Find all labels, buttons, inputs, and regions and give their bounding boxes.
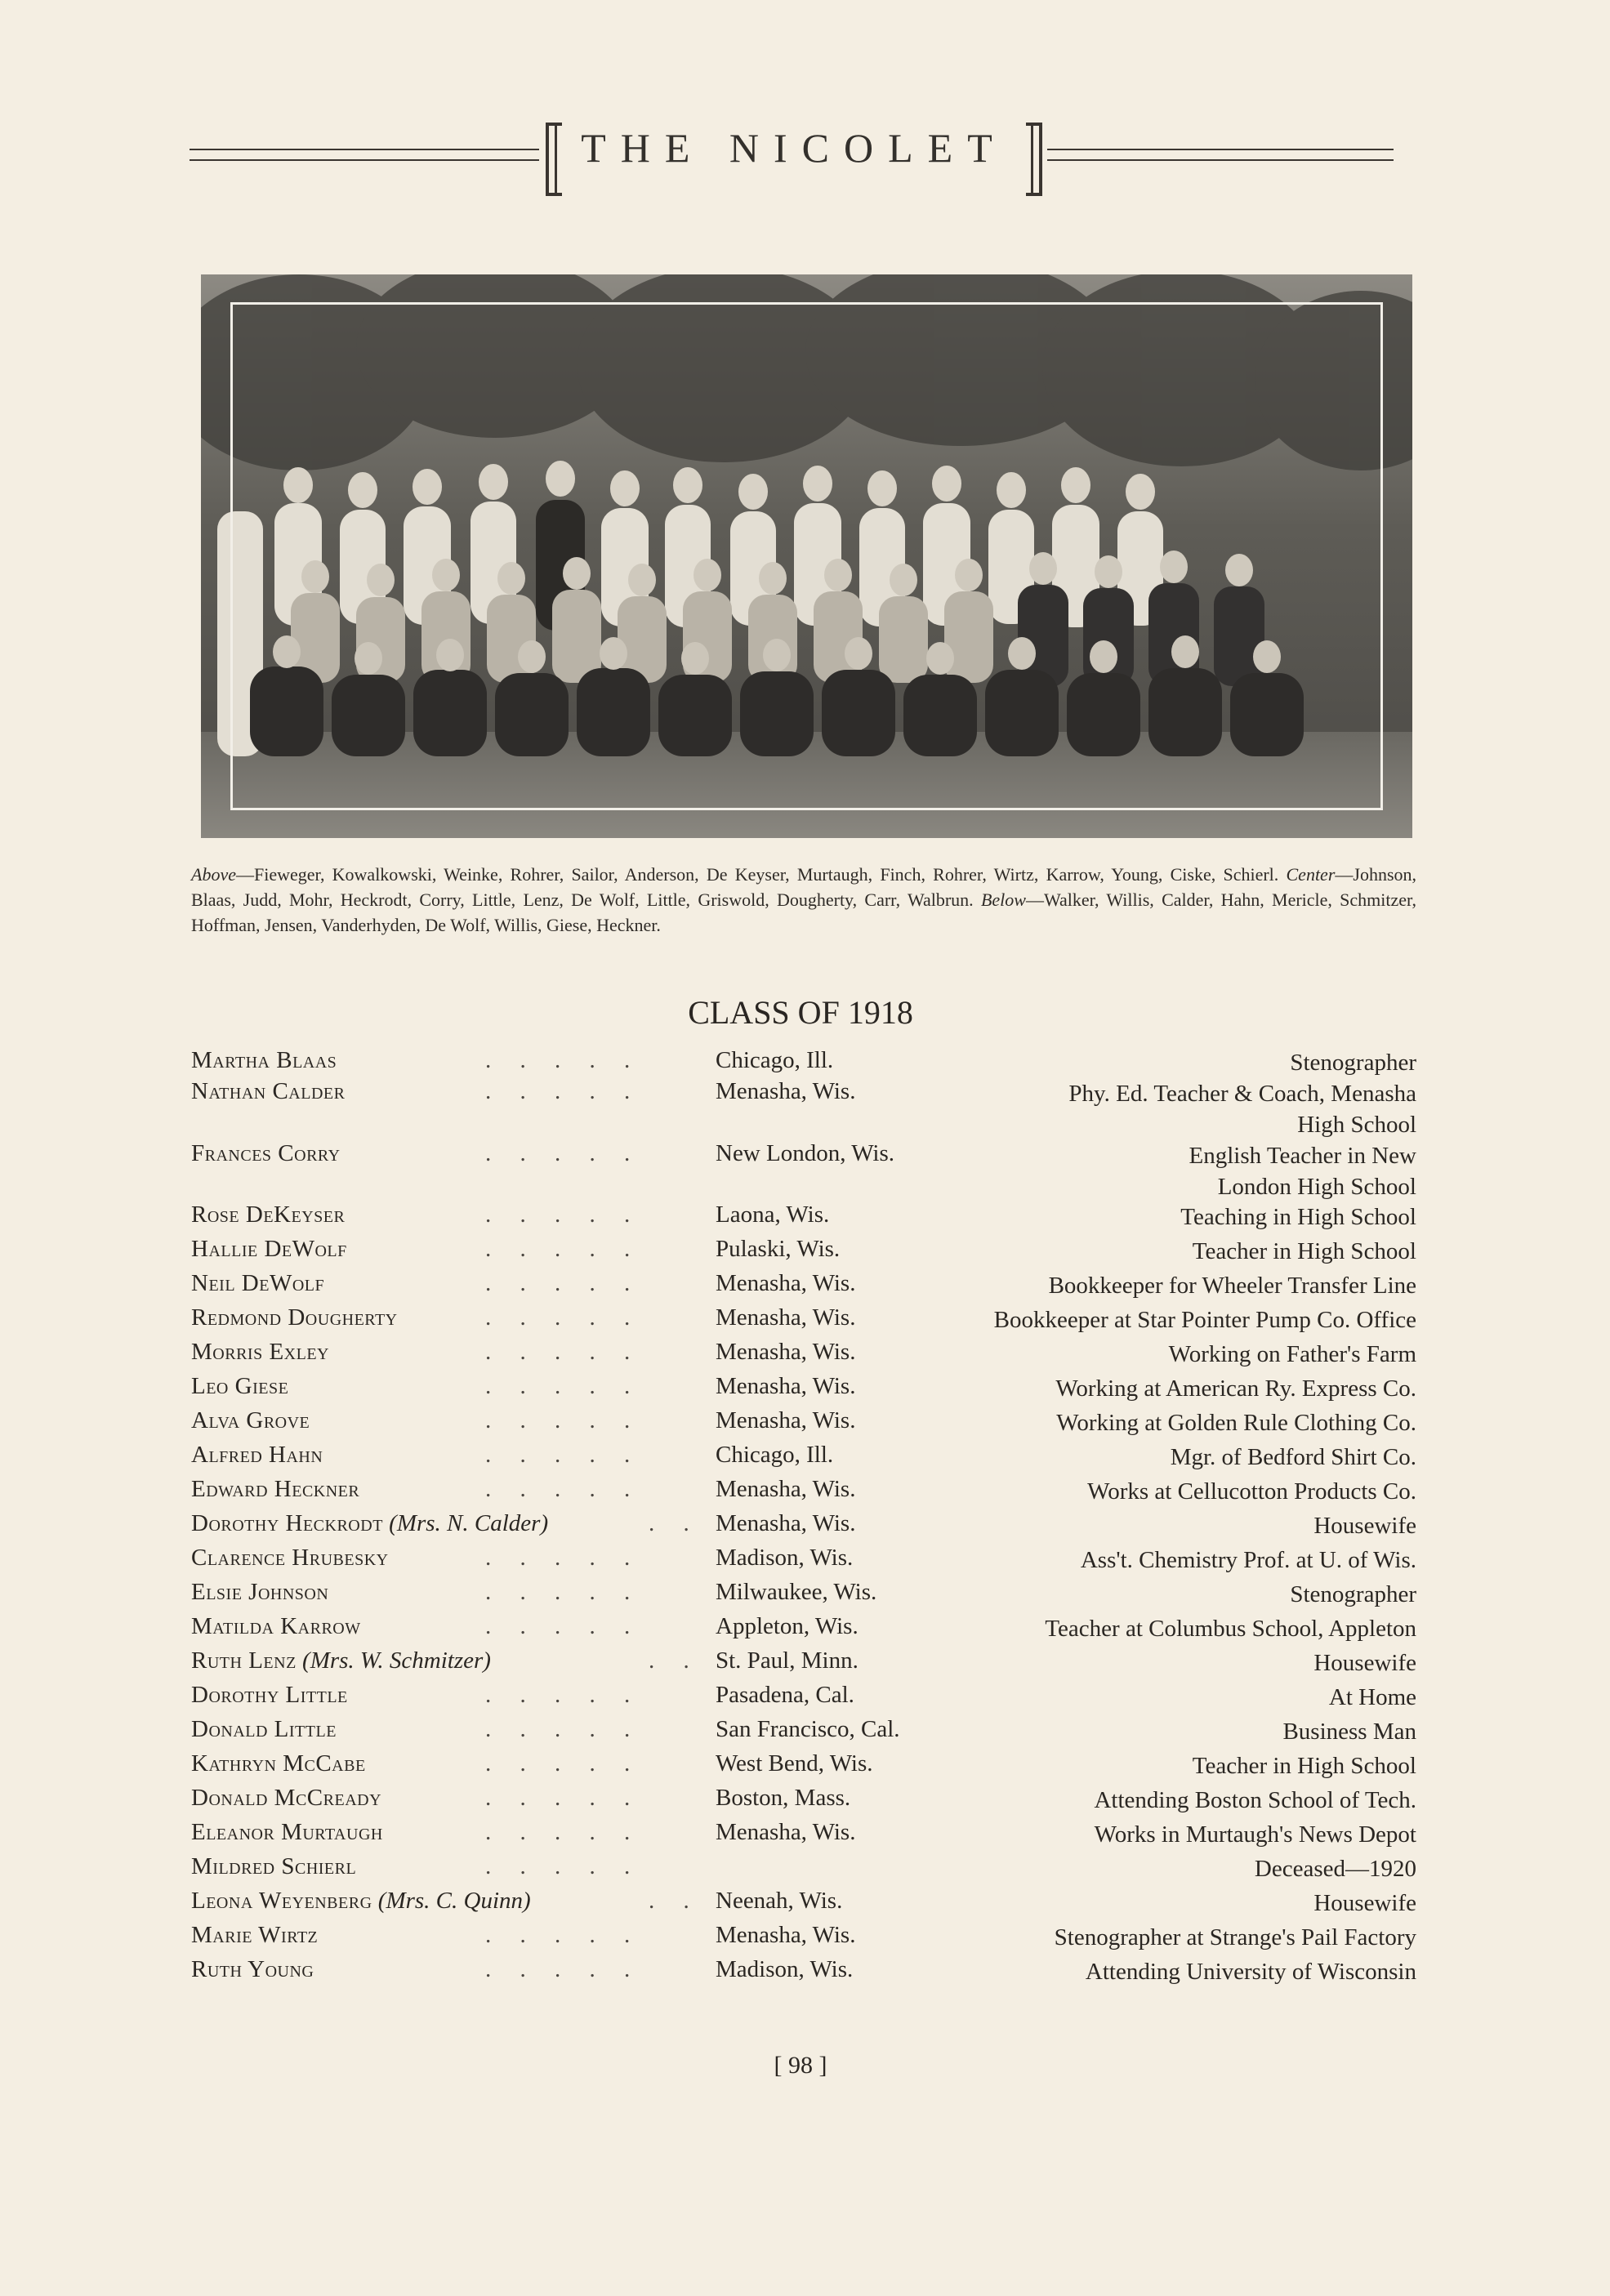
caption-center-names: —Johnson, Blaas, Judd, Mohr, Heckrodt, Corry, Little, Lenz, De Wolf, Little, Griswold, Dougherty, Carr, Walbrun.: [191, 864, 1417, 910]
occupation-line: Housewife: [1313, 1890, 1416, 1916]
occupation-line: Stenographer: [1290, 1581, 1416, 1607]
graduate-married-name: (Mrs. N. Calder): [382, 1510, 549, 1536]
graduate-location: Menasha, Wis.: [716, 1922, 856, 1948]
graduate-name: Mildred Schierl: [191, 1853, 357, 1879]
occupation-line: Working on Father's Farm: [1168, 1341, 1416, 1367]
graduate-occupation: [1087, 1476, 1416, 1507]
graduate-name: Leona Weyenberg (Mrs. C. Quinn): [191, 1888, 531, 1914]
publication-title: THE NICOLET: [581, 125, 1007, 171]
leader-dots: . . . . .: [485, 1078, 642, 1104]
graduate-occupation: [1169, 1339, 1416, 1370]
leader-dots: . . . . .: [485, 1956, 642, 1982]
occupation-line: Mgr. of Bedford Shirt Co.: [1170, 1444, 1416, 1470]
occupation-line: Working at American Ry. Express Co.: [1055, 1375, 1416, 1402]
leader-dots: . . . . .: [485, 1545, 642, 1571]
leader-dots: . . . . .: [485, 1047, 642, 1073]
graduate-occupation: [1282, 1716, 1416, 1747]
graduate-name: Frances Corry: [191, 1140, 341, 1166]
occupation-line: Phy. Ed. Teacher & Coach, Menasha: [1068, 1081, 1416, 1107]
header-rule-right: [1047, 149, 1394, 161]
caption-above-label: Above: [191, 864, 236, 885]
occupation-line: At Home: [1328, 1684, 1416, 1710]
occupation-line: Bookkeeper at Star Pointer Pump Co. Office: [993, 1307, 1416, 1333]
graduate-occupation: [1094, 1785, 1416, 1816]
graduate-name: Alva Grove: [191, 1407, 310, 1433]
caption-below-label: Below: [980, 889, 1026, 910]
graduate-occupation: [1180, 1201, 1416, 1233]
graduate-occupation: [1055, 1373, 1416, 1404]
graduate-occupation: [1313, 1647, 1416, 1679]
graduate-location: Chicago, Ill.: [716, 1442, 834, 1468]
graduate-location: Menasha, Wis.: [716, 1819, 856, 1845]
occupation-line: Stenographer: [1290, 1050, 1416, 1076]
graduate-occupation: [1081, 1545, 1416, 1576]
leader-dots: . .: [649, 1647, 701, 1674]
graduate-occupation: [1068, 1078, 1416, 1140]
graduate-name: Marie Wirtz: [191, 1922, 319, 1948]
photo-caption: [191, 862, 1416, 938]
graduate-occupation: [1290, 1579, 1416, 1610]
graduate-occupation: [1313, 1510, 1416, 1541]
graduate-location: Menasha, Wis.: [716, 1339, 856, 1365]
occupation-line: Teaching in High School: [1180, 1204, 1416, 1230]
graduate-name: Edward Heckner: [191, 1476, 360, 1502]
graduate-name: Dorothy Heckrodt (Mrs. N. Calder): [191, 1510, 549, 1536]
graduate-location: Boston, Mass.: [716, 1785, 851, 1811]
graduate-name: Matilda Karrow: [191, 1613, 361, 1639]
leader-dots: . . . . .: [485, 1853, 642, 1879]
graduate-occupation: [1049, 1270, 1416, 1301]
class-photograph: [201, 274, 1412, 838]
graduate-occupation: [1193, 1236, 1416, 1267]
leader-dots: . . . . .: [485, 1270, 642, 1296]
page-header: [190, 116, 1394, 198]
caption-above-names: —Fieweger, Kowalkowski, Weinke, Rohrer, Sailor, Anderson, De Keyser, Murtaugh, Finch, Rohrer, Wirtz, Karrow, Young, Ciske, Schierl.: [235, 864, 1279, 885]
graduate-location: Menasha, Wis.: [716, 1373, 856, 1399]
graduate-married-name: (Mrs. C. Quinn): [372, 1888, 531, 1914]
graduate-location: Menasha, Wis.: [716, 1078, 856, 1104]
graduate-location: Madison, Wis.: [716, 1545, 854, 1571]
caption-below-names: —Walker, Willis, Calder, Hahn, Mericle, Schmitzer, Hoffman, Jensen, Vanderhyden, De Wolf, Willis, Giese, Heckner.: [191, 889, 1416, 935]
graduate-name: Rose DeKeyser: [191, 1201, 346, 1228]
class-heading: CLASS OF 1918: [688, 994, 913, 1031]
leader-dots: . .: [649, 1888, 701, 1914]
graduate-name: Redmond Dougherty: [191, 1304, 398, 1331]
leader-dots: . . . . .: [485, 1236, 642, 1262]
leader-dots: . . . . .: [485, 1579, 642, 1605]
graduate-name: Donald Little: [191, 1716, 337, 1742]
graduate-location: Menasha, Wis.: [716, 1407, 856, 1433]
graduate-name: Morris Exley: [191, 1339, 329, 1365]
caption-center-label: Center: [1286, 864, 1336, 885]
leader-dots: . . . . .: [485, 1476, 642, 1502]
occupation-line-2: High School: [1297, 1112, 1416, 1138]
leader-dots: . . . . .: [485, 1140, 642, 1166]
graduate-occupation: [1290, 1047, 1416, 1078]
graduate-location: Neenah, Wis.: [716, 1888, 843, 1914]
graduate-name: Leo Giese: [191, 1373, 289, 1399]
graduate-location: San Francisco, Cal.: [716, 1716, 900, 1742]
graduate-name: Hallie DeWolf: [191, 1236, 347, 1262]
graduate-location: Menasha, Wis.: [716, 1510, 856, 1536]
graduate-occupation: [1171, 1442, 1416, 1473]
occupation-line: Works at Cellucotton Products Co.: [1087, 1478, 1416, 1505]
graduate-occupation: [994, 1304, 1416, 1335]
leader-dots: . .: [649, 1510, 701, 1536]
leader-dots: . . . . .: [485, 1201, 642, 1228]
occupation-line-2: London High School: [1217, 1174, 1416, 1200]
graduate-location: Pasadena, Cal.: [716, 1682, 854, 1708]
graduate-name: Ruth Young: [191, 1956, 314, 1982]
graduate-name: Clarence Hrubesky: [191, 1545, 389, 1571]
leader-dots: . . . . .: [485, 1442, 642, 1468]
graduate-location: St. Paul, Minn.: [716, 1647, 859, 1674]
graduate-location: New London, Wis.: [716, 1140, 895, 1166]
graduate-occupation: [1193, 1750, 1416, 1781]
leader-dots: . . . . .: [485, 1339, 642, 1365]
graduate-location: Menasha, Wis.: [716, 1270, 856, 1296]
header-bracket-right: [1026, 123, 1042, 196]
leader-dots: . . . . .: [485, 1785, 642, 1811]
occupation-line: Housewife: [1313, 1650, 1416, 1676]
occupation-line: Teacher in High School: [1192, 1753, 1416, 1779]
graduate-location: Madison, Wis.: [716, 1956, 854, 1982]
leader-dots: . . . . .: [485, 1750, 642, 1777]
header-rule-left: [190, 149, 539, 161]
leader-dots: . . . . .: [485, 1613, 642, 1639]
occupation-line: Attending Boston School of Tech.: [1094, 1787, 1416, 1813]
occupation-line: Business Man: [1282, 1719, 1416, 1745]
graduate-name: Donald McCready: [191, 1785, 382, 1811]
graduate-name: Kathryn McCabe: [191, 1750, 366, 1777]
graduate-name: Dorothy Little: [191, 1682, 348, 1708]
photo-inner-border: [230, 302, 1383, 810]
occupation-line: Teacher in High School: [1192, 1238, 1416, 1264]
graduate-occupation: [1056, 1407, 1416, 1438]
graduate-location: Chicago, Ill.: [716, 1047, 834, 1073]
graduate-name: Ruth Lenz (Mrs. W. Schmitzer): [191, 1647, 491, 1674]
leader-dots: . . . . .: [485, 1922, 642, 1948]
graduate-name: Martha Blaas: [191, 1047, 337, 1073]
graduate-location: Menasha, Wis.: [716, 1304, 856, 1331]
occupation-line: Bookkeeper for Wheeler Transfer Line: [1048, 1273, 1416, 1299]
graduate-location: Laona, Wis.: [716, 1201, 830, 1228]
graduate-occupation: [1055, 1922, 1416, 1953]
graduate-name: Nathan Calder: [191, 1078, 346, 1104]
occupation-line: Working at Golden Rule Clothing Co.: [1056, 1410, 1416, 1436]
leader-dots: . . . . .: [485, 1716, 642, 1742]
leader-dots: . . . . .: [485, 1373, 642, 1399]
occupation-line: English Teacher in New: [1189, 1143, 1416, 1169]
occupation-line: Attending University of Wisconsin: [1085, 1959, 1416, 1985]
leader-dots: . . . . .: [485, 1407, 642, 1433]
occupation-line: Works in Murtaugh's News Depot: [1094, 1821, 1416, 1848]
leader-dots: . . . . .: [485, 1819, 642, 1845]
occupation-line: Housewife: [1313, 1513, 1416, 1539]
graduate-occupation: [1255, 1853, 1416, 1884]
leader-dots: . . . . .: [485, 1682, 642, 1708]
graduate-location: Milwaukee, Wis.: [716, 1579, 877, 1605]
graduate-occupation: [1095, 1819, 1416, 1850]
graduate-occupation: [1329, 1682, 1416, 1713]
page-number: [ 98 ]: [774, 2052, 827, 2079]
graduate-location: Appleton, Wis.: [716, 1613, 859, 1639]
occupation-line: Teacher at Columbus School, Appleton: [1045, 1616, 1416, 1642]
graduate-name: Neil DeWolf: [191, 1270, 325, 1296]
occupation-line: Deceased—1920: [1254, 1856, 1416, 1882]
graduate-occupation: [1045, 1613, 1416, 1644]
graduate-location: West Bend, Wis.: [716, 1750, 873, 1777]
leader-dots: . . . . .: [485, 1304, 642, 1331]
graduate-name: Alfred Hahn: [191, 1442, 323, 1468]
graduate-location: Pulaski, Wis.: [716, 1236, 841, 1262]
occupation-line: Stenographer at Strange's Pail Factory: [1054, 1924, 1416, 1950]
graduate-occupation: [1313, 1888, 1416, 1919]
graduate-occupation: [1086, 1956, 1416, 1987]
graduate-location: Menasha, Wis.: [716, 1476, 856, 1502]
graduate-name: Eleanor Murtaugh: [191, 1819, 383, 1845]
header-bracket-left: [546, 123, 562, 196]
graduate-name: Elsie Johnson: [191, 1579, 329, 1605]
graduate-married-name: (Mrs. W. Schmitzer): [296, 1647, 491, 1674]
graduate-occupation: [1189, 1140, 1417, 1202]
occupation-line: Ass't. Chemistry Prof. at U. of Wis.: [1080, 1547, 1416, 1573]
